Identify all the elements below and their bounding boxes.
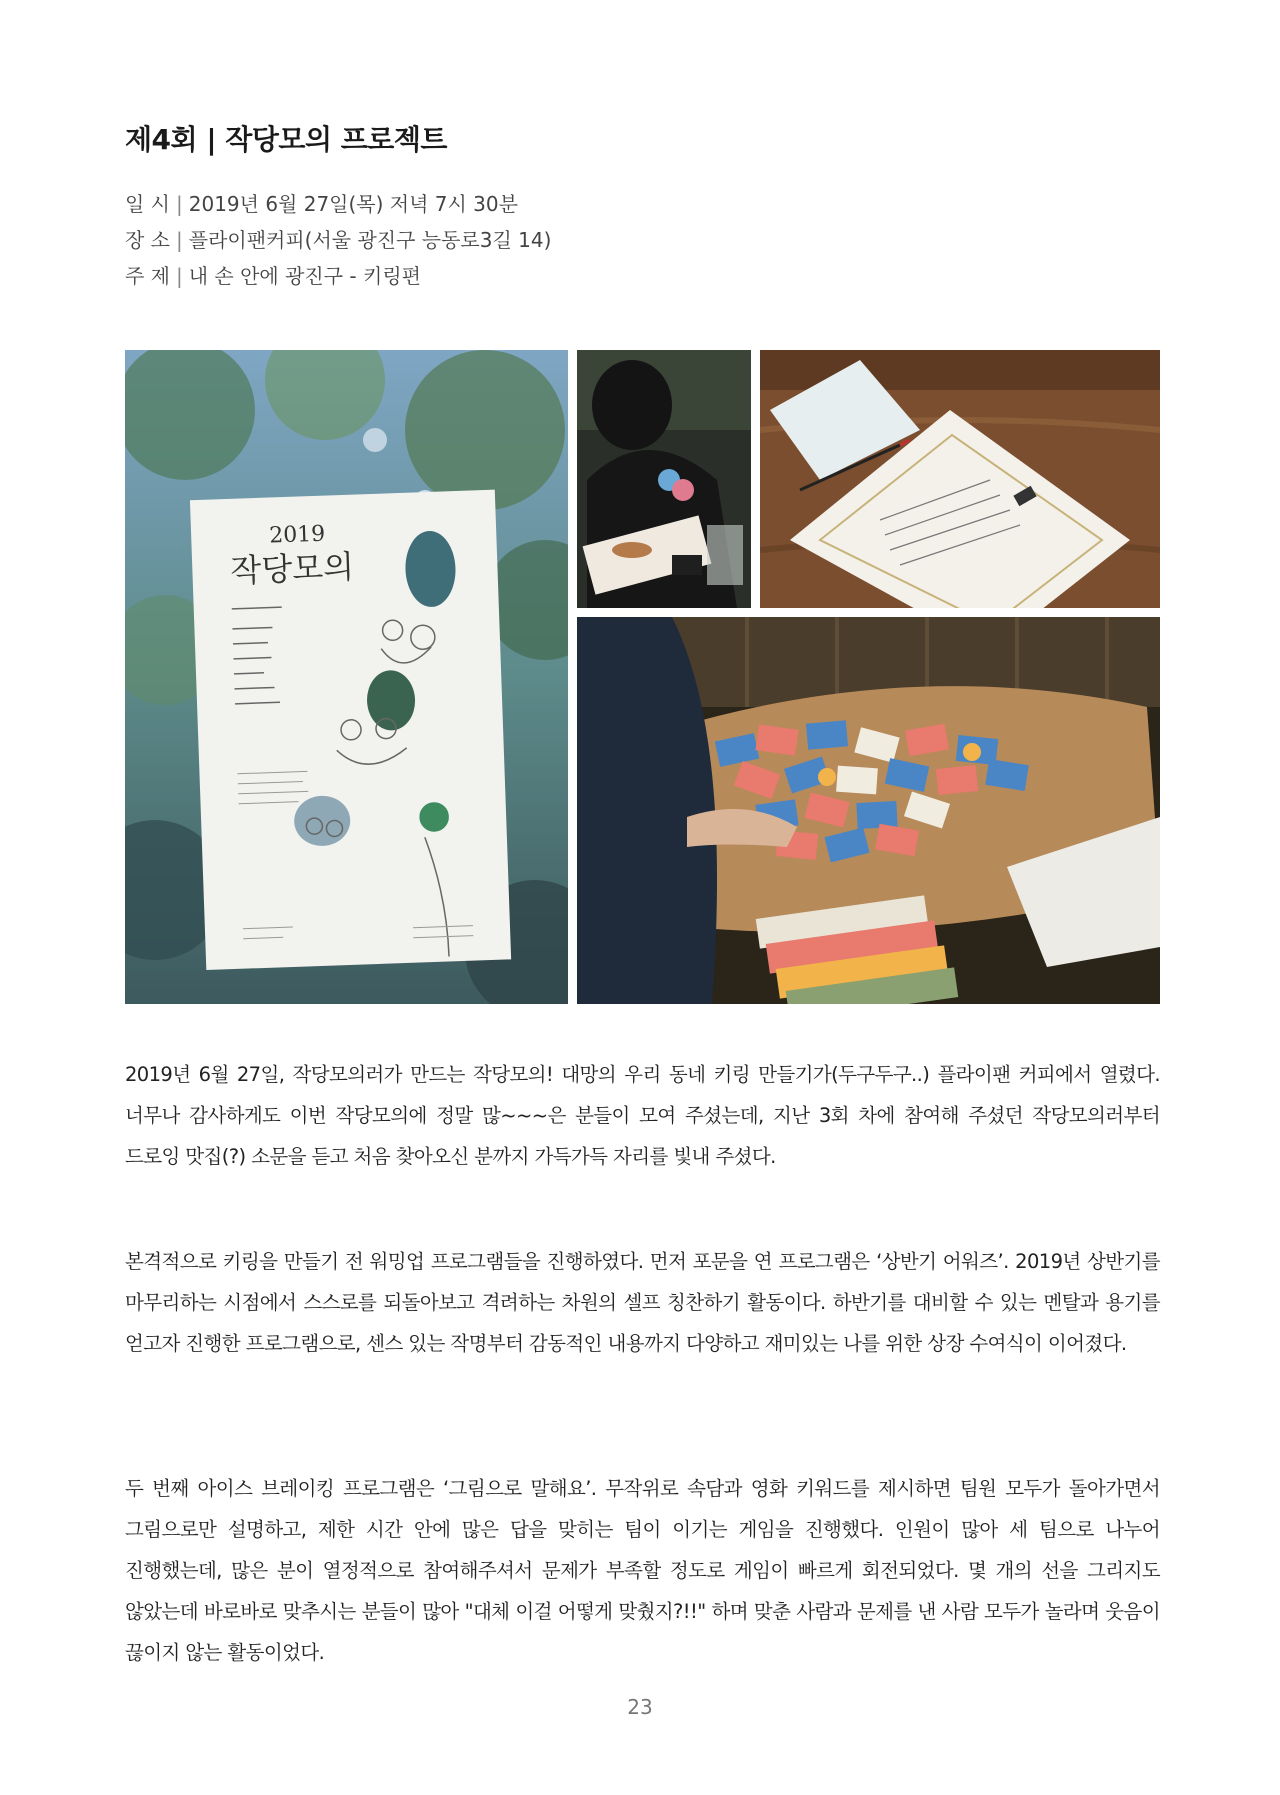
keyword-cards-photo bbox=[577, 617, 1160, 1004]
separator: | bbox=[176, 264, 183, 288]
paragraph: 두 번째 아이스 브레이킹 프로그램은 ‘그림으로 말해요’. 무작위로 속담과 영화 키워드를 제시하면 팀원 모두가 돌아가면서 그림으로만 설명하고, 제한 시간 안에 많은 답을 맞히는 팀이 이기는 게임을 진행했다. 인원이 많아 세 팀으로 나누어 진행했는데, 많은 분이 열정적으로 참여해주셔서 문제가 부족할 정도로 게임이 빠르게 회전되었다. 몇 개의 선을 그리지도 않았는데 바로바로 맞추시는 분들이 많아 "대체 이걸 어떻게 맞췄지?!!" 하며 맞춘 사람과 문제를 낸 사람 모두가 놀라며 웃음이 끊이지 않는 활동이었다. bbox=[125, 1477, 1160, 1664]
page-title: 제4회 | 작당모의 프로젝트 bbox=[125, 123, 447, 156]
event-topic-row bbox=[125, 258, 551, 294]
paragraph: 본격적으로 키링을 만들기 전 워밍업 프로그램들을 진행하였다. 먼저 포문을 연 프로그램은 ‘상반기 어워즈’. 2019년 상반기를 마무리하는 시점에서 스스로를 되돌아보고 격려하는 차원의 셀프 칭찬하기 활동이다. 하반기를 대비할 수 있는 멘탈과 용기를 얻고자 진행한 프로그램으로, 센스 있는 작명부터 감동적인 내용까지 다양하고 재미있는 나를 위한 상장 수여식이 이어졌다. bbox=[125, 1250, 1160, 1355]
award-certificate-photo bbox=[760, 350, 1160, 608]
drawing-participant-image bbox=[577, 350, 751, 608]
event-place-row bbox=[125, 222, 551, 258]
paragraph: 2019년 6월 27일, 작당모의러가 만드는 작당모의! 대망의 우리 동네 키링 만들기가(두구두구..) 플라이팬 커피에서 열렸다. 너무나 감사하게도 이번 작당모의에 정말 많~~~은 분들이 모여 주셨는데, 지난 3회 차에 참여해 주셨던 작당모의러부터 드로잉 맛집(?) 소문을 듣고 처음 찾아오신 분까지 가득가득 자리를 빛내 주셨다. bbox=[125, 1063, 1160, 1168]
page-number: 23 bbox=[627, 1695, 653, 1719]
paragraph-3-block bbox=[125, 1468, 1160, 1673]
event-info bbox=[125, 186, 551, 294]
event-place-label: 장 소 bbox=[125, 228, 170, 252]
keyword-cards-image bbox=[577, 617, 1160, 1004]
award-certificate-image bbox=[760, 350, 1160, 608]
event-topic-label: 주 제 bbox=[125, 264, 170, 288]
poster-photo bbox=[125, 350, 568, 1004]
paragraph-1-block bbox=[125, 1054, 1160, 1177]
event-topic-value: 내 손 안에 광진구 - 키링편 bbox=[188, 264, 421, 288]
poster-year: 2019 bbox=[268, 521, 326, 549]
event-date-label: 일 시 bbox=[125, 192, 170, 216]
separator: | bbox=[176, 192, 183, 216]
separator: | bbox=[176, 228, 183, 252]
paragraph-2-block bbox=[125, 1241, 1160, 1364]
drawing-participant-photo bbox=[577, 350, 751, 608]
event-place-value: 플라이팬커피(서울 광진구 능동로3길 14) bbox=[188, 228, 552, 252]
event-date-row bbox=[125, 186, 551, 222]
event-date-value: 2019년 6월 27일(목) 저녁 7시 30분 bbox=[188, 192, 518, 216]
poster-photo-image bbox=[125, 350, 568, 1004]
poster-title: 작당모의 bbox=[229, 547, 355, 590]
